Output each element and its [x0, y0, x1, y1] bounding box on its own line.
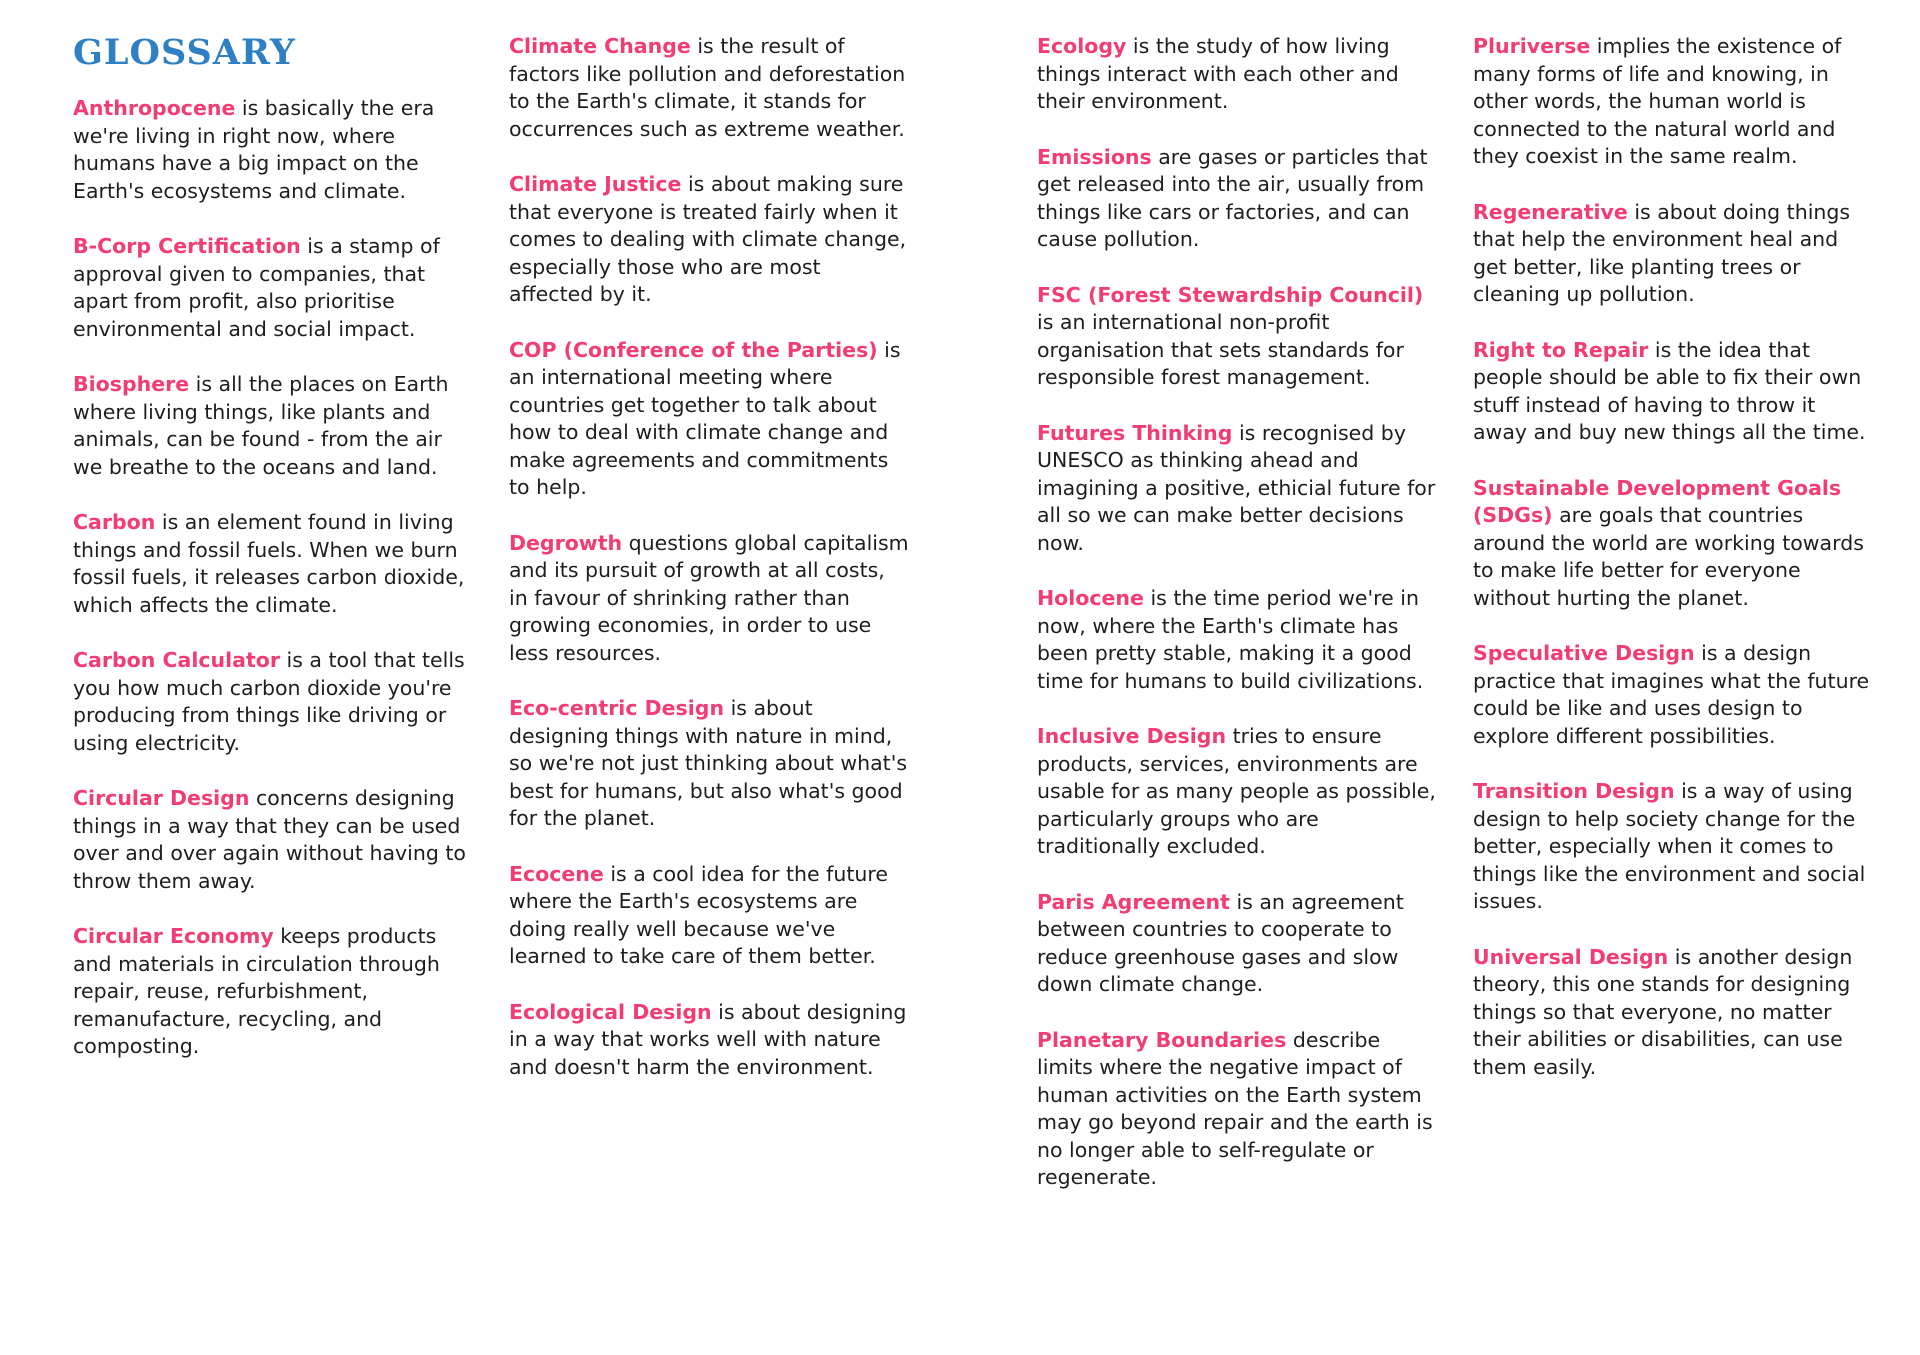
entry-carbon-calculator	[73, 647, 473, 757]
term-climate-change: Climate Change	[509, 34, 691, 58]
entry-ecocene	[509, 861, 909, 971]
definition-transition-design: is a way of using design to help society change for the better, especially when it comes to things like the environment and social issues.	[1473, 779, 1866, 913]
definition-fsc-forest-stewardship-council: is an international non-profit organisation that sets standards for responsible forest management.	[1037, 310, 1404, 389]
definition-planetary-boundaries: describe limits where the negative impact of human activities on the Earth system may go beyond repair and the earth is no longer able to self-regulate or regenerate.	[1037, 1027, 1433, 1189]
definition-futures-thinking: is recognised by UNESCO as thinking ahead and imagining a positive, ethicial future for all so we can make better decisions now.	[1037, 420, 1436, 555]
definition-carbon: is an element found in living things and fossil fuels. When we burn fossil fuels, it releases carbon dioxide, which affects the climate.	[73, 510, 465, 617]
definition-paris-agreement: is an agreement between countries to cooperate to reduce greenhouse gases and slow down climate change.	[1037, 889, 1404, 996]
term-speculative-design: Speculative Design	[1473, 641, 1695, 665]
entry-paris-agreement	[1037, 889, 1437, 999]
term-inclusive-design: Inclusive Design	[1037, 724, 1227, 748]
term-sustainable-development-goals-sdgs: Sustainable Development Goals (SDGs)	[1473, 475, 1842, 527]
term-universal-design: Universal Design	[1473, 944, 1669, 969]
definition-biosphere: is all the places on Earth where living things, like plants and animals, can be found - from the air we breathe to the oceans and land.	[73, 372, 449, 479]
term-circular-design: Circular Design	[73, 786, 250, 810]
term-carbon: Carbon	[73, 510, 156, 534]
definition-ecology: is the study of how living things interact with each other and their environment.	[1037, 34, 1399, 113]
term-b-corp-certification: B-Corp Certification	[73, 234, 301, 258]
term-eco-centric-design: Eco-centric Design	[509, 696, 725, 720]
term-biosphere: Biosphere	[73, 372, 190, 396]
term-paris-agreement: Paris Agreement	[1037, 889, 1230, 914]
term-planetary-boundaries: Planetary Boundaries	[1037, 1027, 1287, 1052]
column-1	[73, 33, 473, 1089]
column-2	[509, 33, 909, 1109]
term-circular-economy: Circular Economy	[73, 924, 274, 948]
term-degrowth: Degrowth	[509, 530, 623, 555]
definition-cop-conference-of-the-parties: is an international meeting where countries get together to talk about how to deal with climate change and make agreements and commitments to help.	[509, 337, 901, 499]
term-pluriverse: Pluriverse	[1473, 34, 1591, 58]
term-emissions: Emissions	[1037, 144, 1152, 169]
entry-emissions	[1037, 144, 1437, 254]
entry-anthropocene	[73, 95, 473, 205]
definition-right-to-repair: is the idea that people should be able to fix their own stuff instead of having to throw it away and buy new things all the time.	[1473, 337, 1866, 444]
column-4	[1473, 33, 1873, 1109]
term-ecocene: Ecocene	[509, 861, 604, 886]
definition-climate-justice: is about making sure that everyone is treated fairly when it comes to dealing with climate change, especially those who are most affected by it.	[509, 172, 907, 306]
definition-regenerative: is about doing things that help the environment heal and get better, like planting trees or cleaning up pollution.	[1473, 199, 1851, 306]
entry-cop-conference-of-the-parties	[509, 337, 909, 502]
entry-circular-design	[73, 785, 473, 895]
entry-right-to-repair	[1473, 337, 1873, 447]
term-ecology: Ecology	[1037, 34, 1127, 58]
glossary-columns	[73, 33, 1880, 1220]
entry-planetary-boundaries	[1037, 1027, 1437, 1192]
term-ecological-design: Ecological Design	[509, 999, 712, 1024]
entry-climate-justice	[509, 171, 909, 309]
term-holocene: Holocene	[1037, 586, 1144, 610]
definition-carbon-calculator: is a tool that tells you how much carbon dioxide you're producing from things like driving or using electricity.	[73, 648, 465, 755]
entry-holocene	[1037, 585, 1437, 695]
definition-ecocene: is a cool idea for the future where the Earth's ecosystems are doing really well because we've learned to take care of them better.	[509, 861, 888, 968]
entry-pluriverse	[1473, 33, 1873, 171]
entry-sustainable-development-goals-sdgs	[1473, 475, 1873, 613]
entry-b-corp-certification	[73, 233, 473, 343]
page-title: GLOSSARY	[73, 32, 296, 73]
definition-degrowth: questions global capitalism and its pursuit of growth at all costs, in favour of shrinking rather than growing economies, in order to use less resources.	[509, 530, 909, 665]
definition-holocene: is the time period we're in now, where the Earth's climate has been pretty stable, making it a good time for humans to build civilizations.	[1037, 586, 1424, 693]
column-3	[1037, 33, 1437, 1220]
entry-futures-thinking	[1037, 420, 1437, 558]
entry-ecology	[1037, 33, 1437, 116]
term-transition-design: Transition Design	[1473, 779, 1675, 803]
entry-climate-change	[509, 33, 909, 143]
entry-carbon	[73, 509, 473, 619]
definition-pluriverse: implies the existence of many forms of life and knowing, in other words, the human world is connected to the natural world and they coexist in the same realm.	[1473, 34, 1842, 168]
definition-b-corp-certification: is a stamp of approval given to companies, that apart from profit, also prioritise environmental and social impact.	[73, 234, 440, 341]
entry-transition-design	[1473, 778, 1873, 916]
term-fsc-forest-stewardship-council: FSC (Forest Stewardship Council)	[1037, 282, 1424, 307]
term-anthropocene: Anthropocene	[73, 96, 236, 120]
entry-circular-economy	[73, 923, 473, 1061]
entry-regenerative	[1473, 199, 1873, 309]
definition-emissions: are gases or particles that get released into the air, usually from things like cars or factories, and can cause pollution.	[1037, 144, 1428, 251]
definition-eco-centric-design: is about designing things with nature in mind, so we're not just thinking about what's best for humans, but also what's good for the planet.	[509, 696, 908, 830]
definition-universal-design: is another design theory, this one stands for designing things so that everyone, no matter their abilities or disabilities, can use them easily.	[1473, 944, 1853, 1079]
definition-inclusive-design: tries to ensure products, services, environments are usable for as many people as possible, particularly groups who are traditionally excluded.	[1037, 724, 1436, 858]
term-carbon-calculator: Carbon Calculator	[73, 648, 280, 672]
definition-anthropocene: is basically the era we're living in right now, where humans have a big impact on the Earth's ecosystems and climate.	[73, 96, 435, 203]
term-regenerative: Regenerative	[1473, 199, 1628, 224]
term-climate-justice: Climate Justice	[509, 172, 682, 196]
entry-eco-centric-design	[509, 695, 909, 833]
entry-universal-design	[1473, 944, 1873, 1082]
entry-fsc-forest-stewardship-council	[1037, 282, 1437, 392]
entry-ecological-design	[509, 999, 909, 1082]
term-futures-thinking: Futures Thinking	[1037, 420, 1233, 445]
entry-degrowth	[509, 530, 909, 668]
entry-speculative-design	[1473, 640, 1873, 750]
definition-climate-change: is the result of factors like pollution and deforestation to the Earth's climate, it stands for occurrences such as extreme weather.	[509, 34, 906, 141]
definition-circular-economy: keeps products and materials in circulation through repair, reuse, refurbishment, remanufacture, recycling, and composting.	[73, 924, 440, 1058]
definition-sustainable-development-goals-sdgs: are goals that countries around the world are working towards to make life better for everyone without hurting the planet.	[1473, 503, 1864, 610]
entry-biosphere	[73, 371, 473, 481]
definition-ecological-design: is about designing in a way that works well with nature and doesn't harm the environment.	[509, 999, 907, 1079]
term-right-to-repair: Right to Repair	[1473, 337, 1649, 362]
definition-circular-design: concerns designing things in a way that they can be used over and over again without having to throw them away.	[73, 786, 466, 893]
entry-inclusive-design	[1037, 723, 1437, 861]
term-cop-conference-of-the-parties: COP (Conference of the Parties)	[509, 337, 878, 362]
definition-speculative-design: is a design practice that imagines what the future could be like and uses design to explore different possibilities.	[1473, 641, 1870, 748]
